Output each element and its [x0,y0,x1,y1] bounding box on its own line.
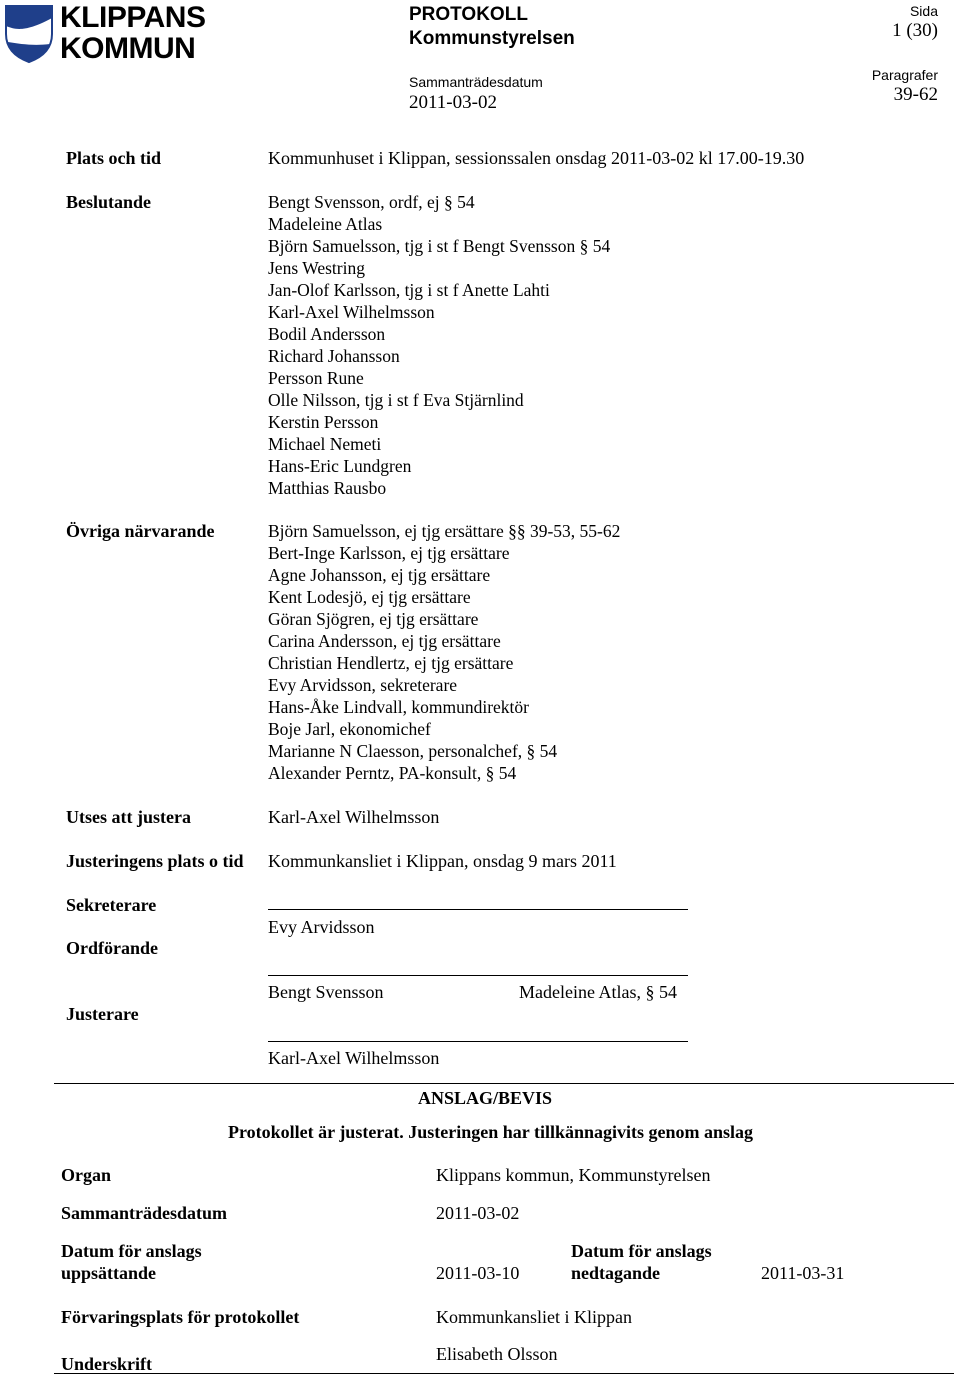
decider-item: Richard Johansson [268,346,400,366]
other-item: Carina Andersson, ej tjg ersättare [268,631,501,651]
coat-of-arms-icon [4,4,54,64]
adjust-place-value: Kommunkansliet i Klippan, onsdag 9 mars 2011 [268,851,617,871]
other-item: Göran Sjögren, ej tjg ersättare [268,609,479,629]
decider-item: Madeleine Atlas [268,214,383,234]
meeting-date: 2011-03-02 [409,92,497,113]
chair-signature-line [268,975,688,976]
other-item: Hans-Åke Lindvall, kommundirektör [268,697,529,717]
chair-name-secondary: Madeleine Atlas, § 54 [519,982,677,1002]
decider-item: Persson Rune [268,368,364,388]
page-label: Sida [909,3,938,19]
notice-meeting-date-label: Sammanträdesdatum [61,1203,228,1223]
page-value: 1 (30) [892,20,938,41]
notice-divider-bottom [54,1373,954,1374]
meeting-date-label: Sammanträdesdatum [409,74,543,90]
decider-item: Karl-Axel Wilhelmsson [268,302,435,322]
notice-title: ANSLAG/BEVIS [418,1088,553,1108]
posted-label-line1: Datum för anslags [61,1241,202,1261]
sign-adjuster-label: Justerare [66,1004,139,1024]
logo-text-top: KLIPPANS [60,1,206,34]
signature-value: Elisabeth Olsson [436,1344,558,1364]
notice-subtitle: Protokollet är justerat. Justeringen har tillkännagivits genom anslag [228,1122,754,1142]
other-item: Boje Jarl, ekonomichef [268,719,431,739]
posted-label-line2: uppsättande [61,1263,157,1283]
secretary-name: Evy Arvidsson [268,917,375,937]
adjuster-label: Utses att justera [66,807,191,827]
others-label: Övriga närvarande [66,521,215,541]
chair-label: Ordförande [66,938,158,958]
secretary-label: Sekreterare [66,895,157,915]
organ-label: Organ [61,1165,112,1185]
removed-value: 2011-03-31 [761,1263,845,1283]
decider-item: Matthias Rausbo [268,478,387,498]
adjuster-value: Karl-Axel Wilhelmsson [268,807,440,827]
place-label: Plats och tid [66,148,162,168]
adjuster-signature-line [268,1041,688,1042]
other-item: Alexander Perntz, PA-konsult, § 54 [268,763,517,783]
other-item: Evy Arvidsson, sekreterare [268,675,458,695]
organ-value: Klippans kommun, Kommunstyrelsen [436,1165,711,1185]
paragraphs-value: 39-62 [893,84,938,105]
other-item: Bert-Inge Karlsson, ej tjg ersättare [268,543,510,563]
sign-adjuster-name: Karl-Axel Wilhelmsson [268,1048,440,1068]
notice-meeting-date-value: 2011-03-02 [436,1203,520,1223]
posted-value: 2011-03-10 [436,1263,520,1283]
decider-item: Björn Samuelsson, tjg i st f Bengt Svensson § 54 [268,236,611,256]
place-value: Kommunhuset i Klippan, sessionssalen onsdag 2011-03-02 kl 17.00-19.30 [268,148,805,168]
other-item: Björn Samuelsson, ej tjg ersättare §§ 39-53, 55-62 [268,521,621,541]
other-item: Christian Hendlertz, ej tjg ersättare [268,653,514,673]
decider-item: Kerstin Persson [268,412,379,432]
decider-item: Jens Westring [268,258,365,278]
adjust-place-label: Justeringens plats o tid [66,851,244,871]
storage-value: Kommunkansliet i Klippan [436,1307,632,1327]
decider-item: Bengt Svensson, ordf, ej § 54 [268,192,475,212]
decider-item: Hans-Eric Lundgren [268,456,412,476]
document-type: PROTOKOLL [409,4,528,25]
other-item: Marianne N Claesson, personalchef, § 54 [268,741,558,761]
chair-name: Bengt Svensson [268,982,384,1002]
paragraphs-label: Paragrafer [871,67,938,83]
deciders-label: Beslutande [66,192,152,212]
notice-divider-top [54,1083,954,1084]
secretary-signature-line [268,909,688,910]
other-item: Kent Lodesjö, ej tjg ersättare [268,587,471,607]
decider-item: Jan-Olof Karlsson, tjg i st f Anette Lahti [268,280,550,300]
logo-text-bottom: KOMMUN [60,32,196,65]
storage-label: Förvaringsplats för protokollet [61,1307,300,1327]
decider-item: Olle Nilsson, tjg i st f Eva Stjärnlind [268,390,524,410]
removed-label-line1: Datum för anslags [571,1241,712,1261]
body-name: Kommunstyrelsen [409,28,575,49]
decider-item: Michael Nemeti [268,434,382,454]
others-list [268,520,620,784]
other-item: Agne Johansson, ej tjg ersättare [268,565,491,585]
signature-label: Underskrift [61,1354,152,1374]
removed-label-line2: nedtagande [571,1263,661,1283]
deciders-list [268,191,610,499]
decider-item: Bodil Andersson [268,324,386,344]
